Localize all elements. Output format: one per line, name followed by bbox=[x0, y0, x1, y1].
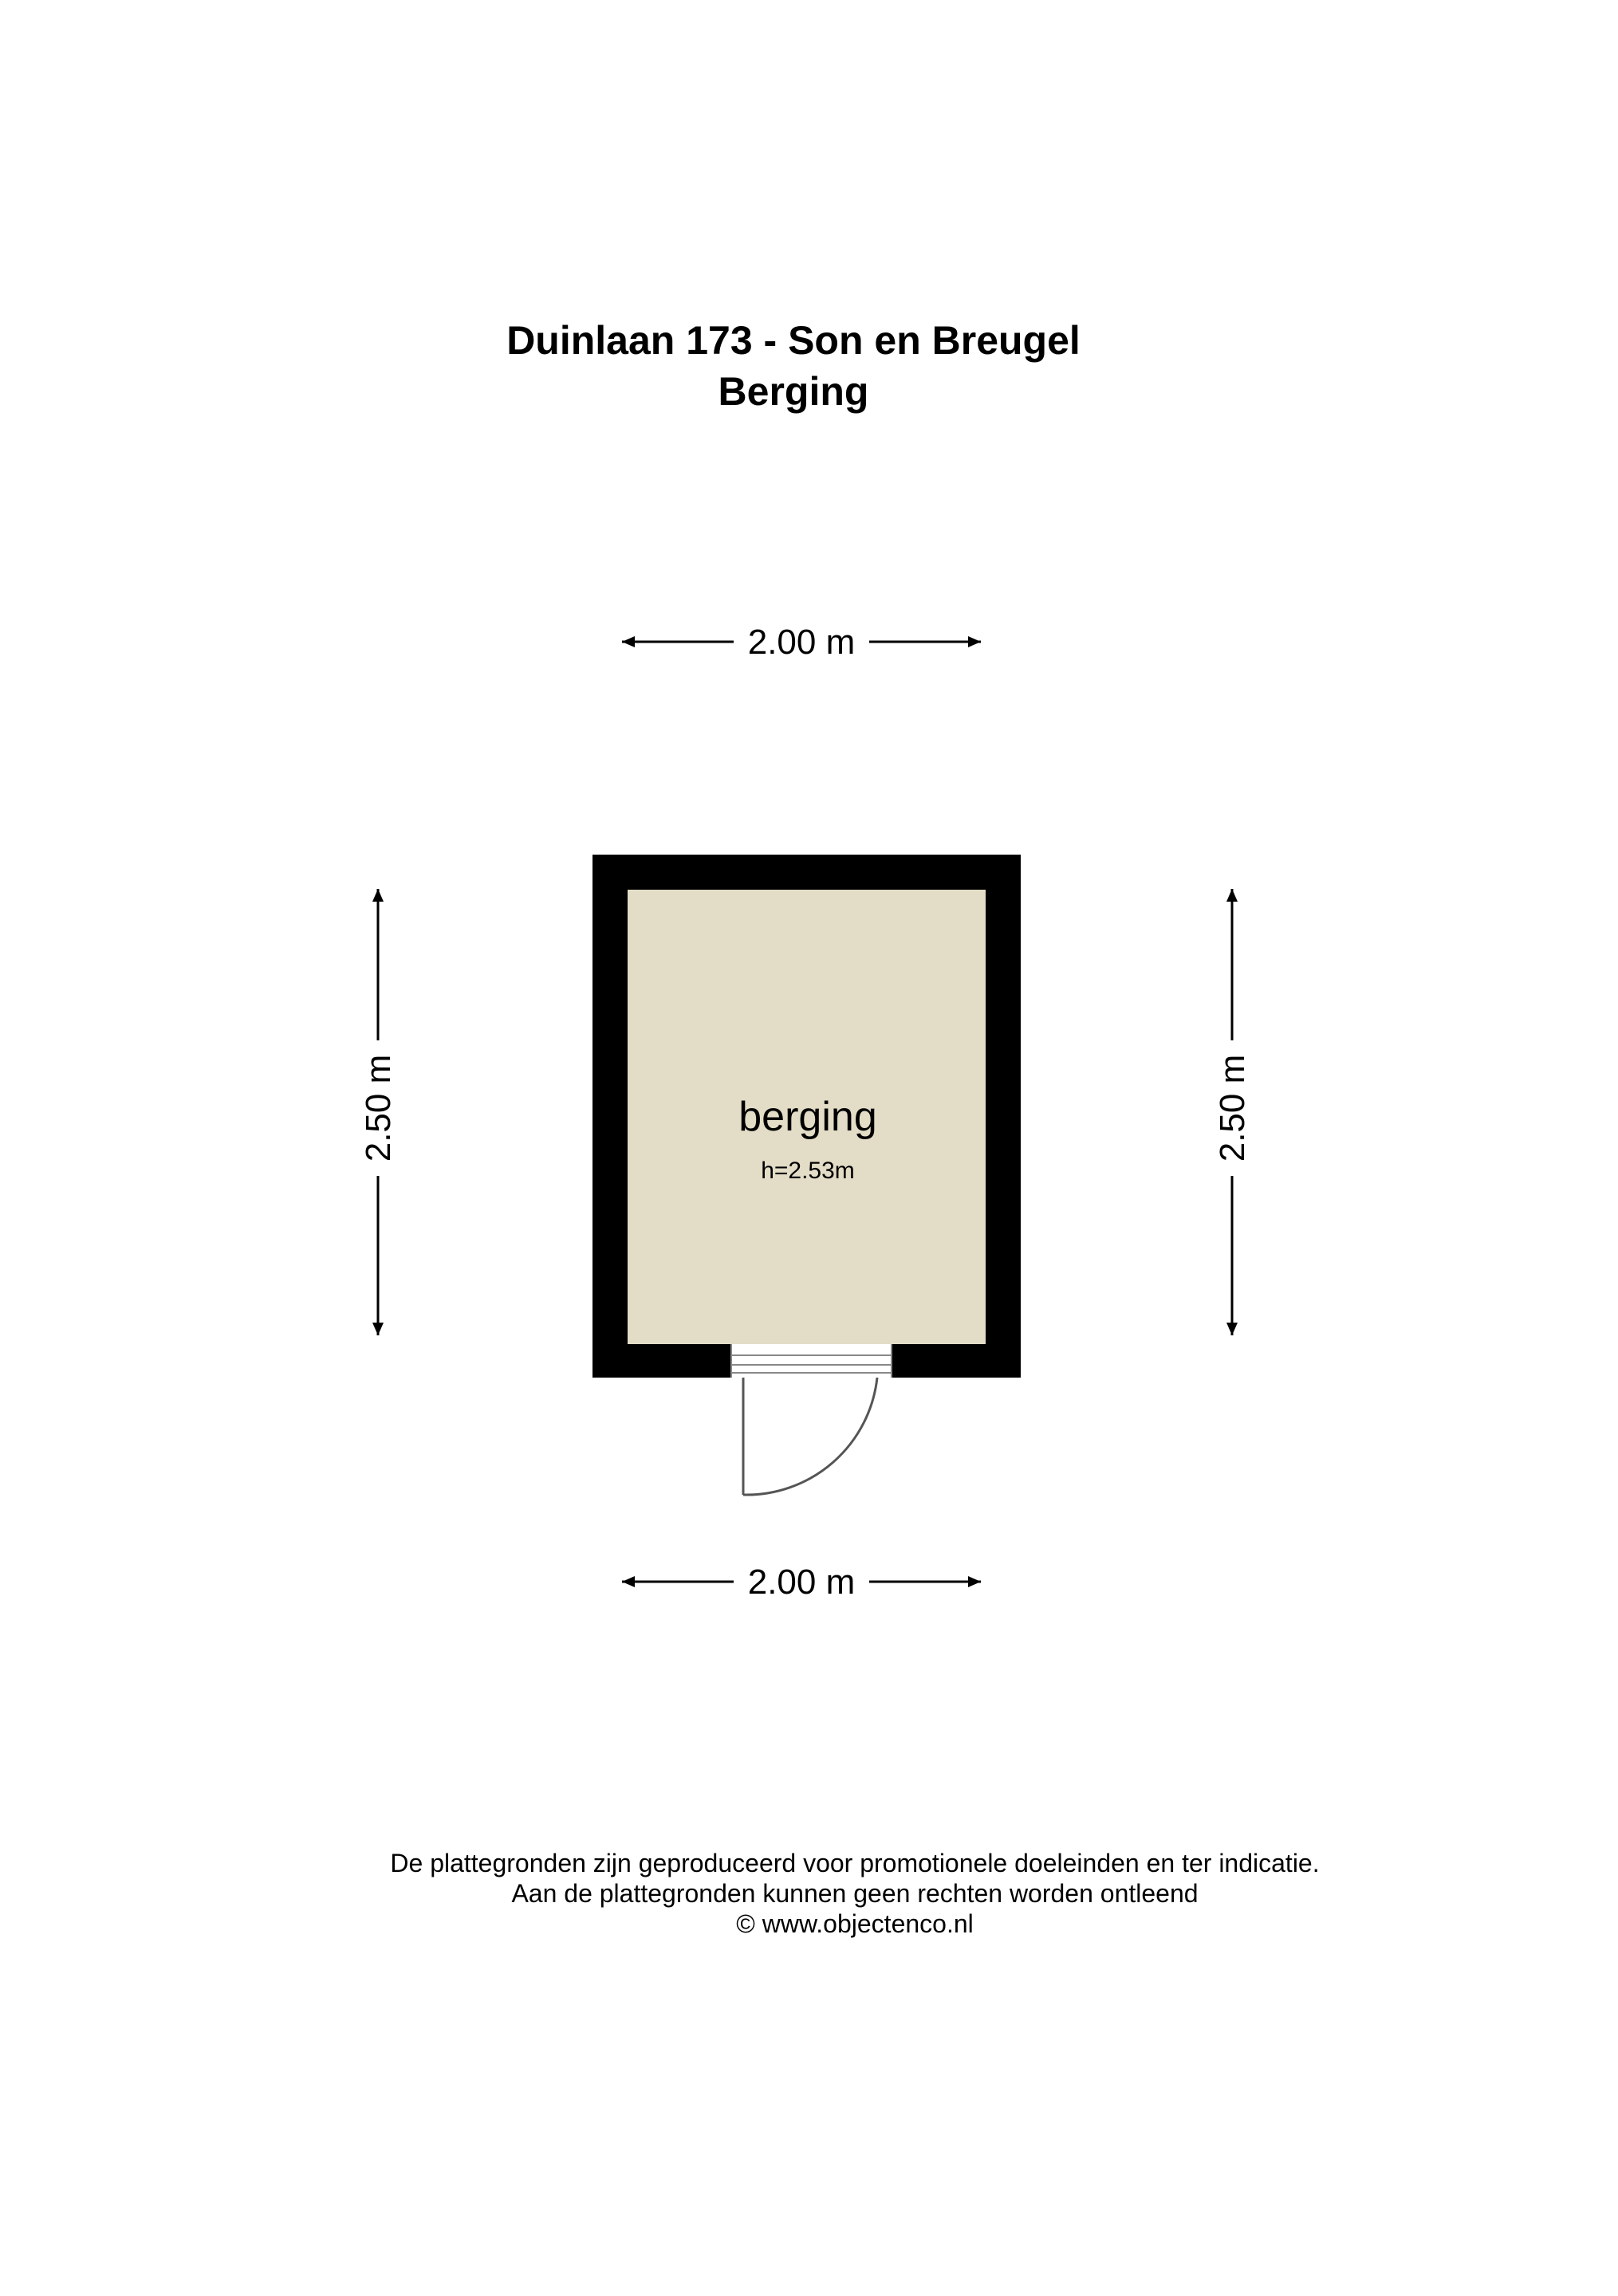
room-name: berging bbox=[738, 1094, 877, 1140]
dimension-right bbox=[1213, 889, 1252, 1335]
door-swing bbox=[743, 1378, 877, 1495]
page-title: Duinlaan 173 - Son en Breugel bbox=[506, 318, 1081, 363]
dimension-right-label: 2.50 m bbox=[1213, 1054, 1252, 1162]
dimension-top-label: 2.00 m bbox=[747, 623, 856, 662]
page-subtitle: Berging bbox=[718, 369, 869, 414]
disclaimer bbox=[0, 1848, 1618, 1939]
disclaimer-line-1: De plattegronden zijn geproduceerd voor promotionele doeleinden en ter indicatie. bbox=[390, 1849, 1320, 1877]
room-height: h=2.53m bbox=[761, 1158, 855, 1184]
copyright-line: © www.objectenco.nl bbox=[736, 1909, 974, 1938]
dimension-left-label: 2.50 m bbox=[359, 1054, 398, 1162]
disclaimer-line-2: Aan de plattegronden kunnen geen rechten worden ontleend bbox=[511, 1879, 1199, 1908]
dimension-left bbox=[359, 889, 398, 1335]
dimension-bottom-label: 2.00 m bbox=[747, 1563, 856, 1602]
dimension-top bbox=[622, 623, 981, 662]
dimension-bottom bbox=[622, 1563, 981, 1602]
